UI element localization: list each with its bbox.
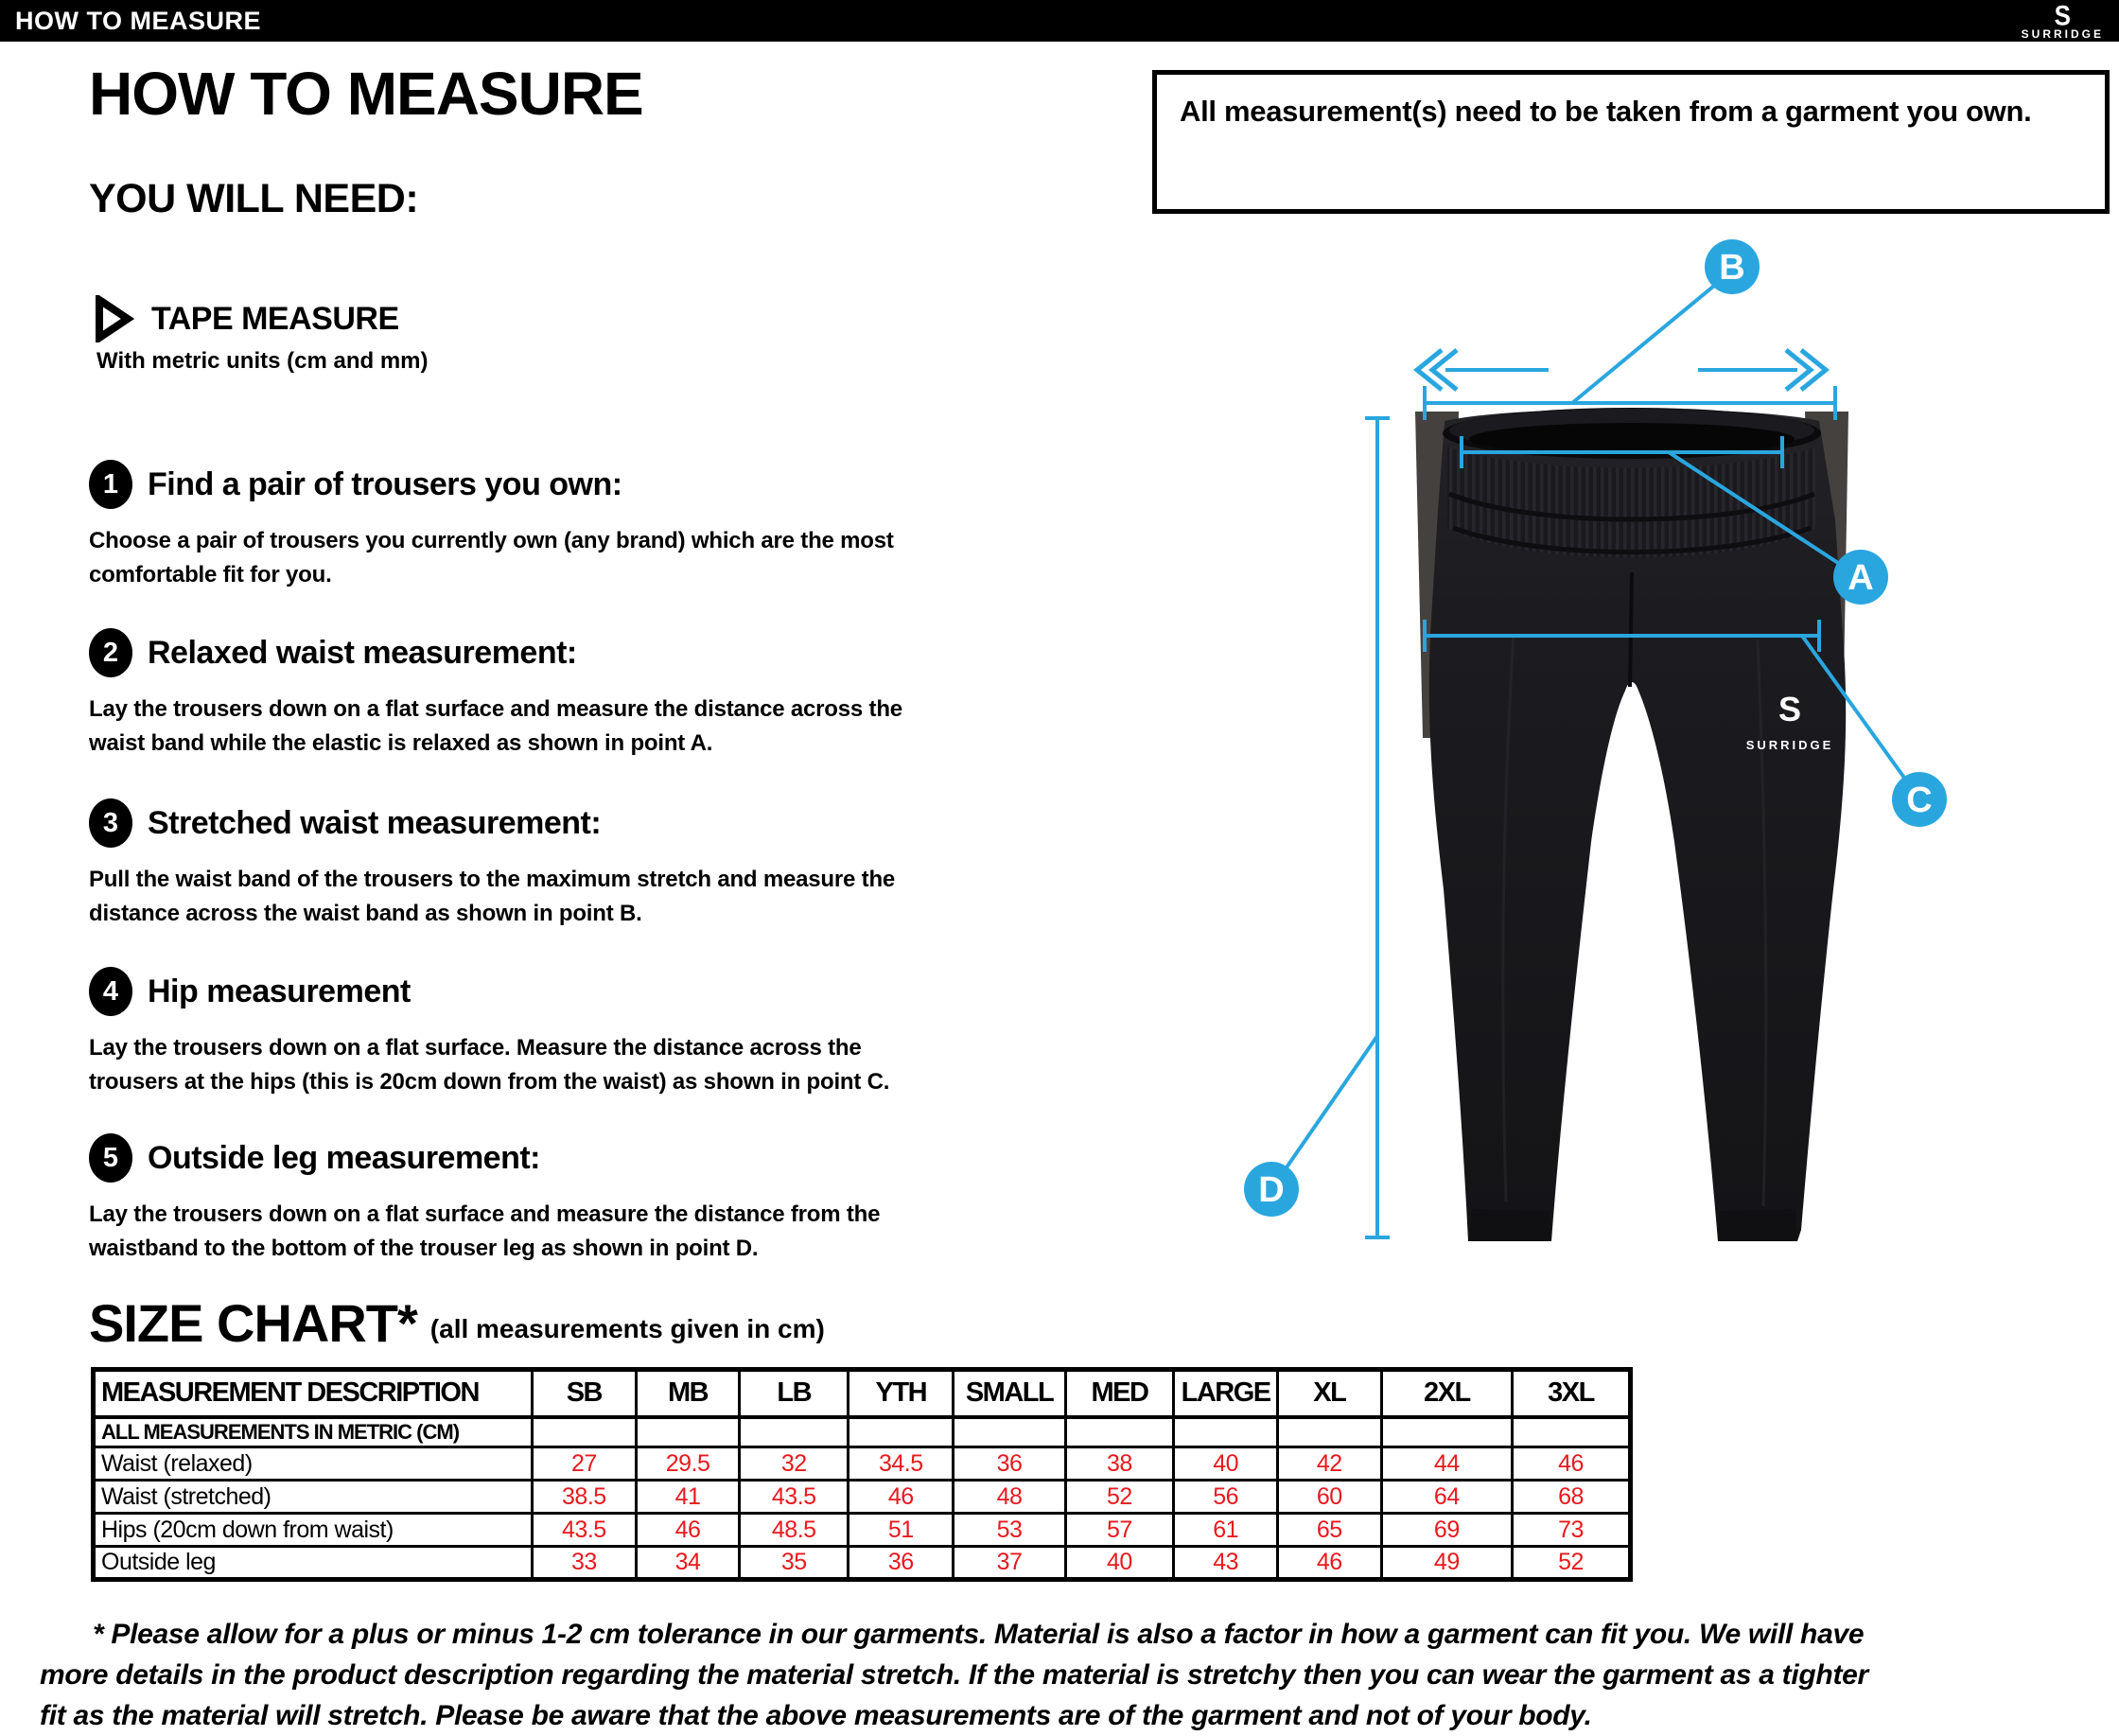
col-header-mb: MB <box>636 1370 740 1417</box>
row-label: Outside leg <box>94 1547 533 1580</box>
step-1-body: Choose a pair of trousers you currently own (any brand) which are the most comfortable fit for you. <box>89 528 894 587</box>
marker-d-letter: D <box>1258 1170 1285 1210</box>
cell-value: 43 <box>1174 1547 1278 1580</box>
cell-value: 42 <box>1277 1447 1381 1481</box>
cell-value: 34 <box>636 1547 740 1580</box>
cuff-right <box>1718 1209 1797 1241</box>
step-3-title: Stretched waist measurement: <box>148 804 602 841</box>
cell-value: 46 <box>1277 1547 1381 1580</box>
cell-value: 46 <box>849 1481 954 1514</box>
cell-value: 48 <box>954 1481 1065 1514</box>
size-chart-subtitle: (all measurements given in cm) <box>429 1314 825 1343</box>
cell-value: 53 <box>954 1514 1065 1547</box>
cell-value: 73 <box>1513 1514 1631 1547</box>
topbar-title: HOW TO MEASURE <box>15 6 262 35</box>
waist-opening-interior <box>1469 423 1795 455</box>
pointer-line-b <box>1572 286 1714 403</box>
empty-cell <box>1277 1417 1381 1447</box>
cell-value: 41 <box>636 1481 740 1514</box>
cell-value: 65 <box>1277 1514 1381 1547</box>
table-metric-row <box>94 1417 1631 1447</box>
step-4-body: Lay the trousers down on a flat surface. Measure the distance across the trousers at the hips (this is 20cm down from the waist) as shown in point C. <box>89 1035 890 1095</box>
tape-measure-icon <box>93 295 134 342</box>
step-2-head <box>89 628 940 677</box>
cell-value: 37 <box>954 1547 1065 1580</box>
cell-value: 48.5 <box>740 1514 849 1547</box>
cell-value: 46 <box>1513 1447 1631 1481</box>
cell-value: 69 <box>1381 1514 1512 1547</box>
surridge-wordmark: SURRIDGE <box>2021 26 2104 41</box>
size-chart-table-wrap <box>91 1367 1633 1582</box>
empty-cell <box>1174 1417 1278 1447</box>
empty-cell <box>954 1417 1065 1447</box>
cell-value: 51 <box>849 1514 954 1547</box>
step-5-head <box>89 1133 940 1183</box>
footnote: * Please allow for a plus or minus 1-2 cm tolerance in our garments. Material is also a factor in how a garment can fit you. We will have more details in the product description regarding the material stretch. If the material is stretchy then you can wear the garment as a tighter fit as the material will stretch. Please be aware that the above measurements are of the garment and not of your body. <box>40 1619 1868 1731</box>
step-1-head <box>89 460 940 509</box>
col-header-yth: YTH <box>849 1370 954 1417</box>
garment-logo-wordmark: SURRIDGE <box>1745 738 1834 752</box>
cell-value: 60 <box>1277 1481 1381 1514</box>
step-1 <box>89 460 940 592</box>
cell-value: 56 <box>1174 1481 1278 1514</box>
step-4-head <box>89 967 940 1016</box>
table-row-waist-stretched <box>94 1481 1631 1514</box>
step-1-number-badge: 1 <box>89 460 132 509</box>
garment-logo-s-icon: S <box>1778 690 1802 728</box>
surridge-logo <box>2021 0 2104 41</box>
empty-cell <box>740 1417 849 1447</box>
cell-value: 46 <box>636 1514 740 1547</box>
step-4 <box>89 967 940 1099</box>
col-header-sb: SB <box>533 1370 637 1417</box>
trousers-measurement-diagram <box>1230 227 2119 1268</box>
col-header-small: SMALL <box>954 1370 1065 1417</box>
step-2-title: Relaxed waist measurement: <box>148 634 577 671</box>
step-2 <box>89 628 940 761</box>
cell-value: 32 <box>740 1447 849 1481</box>
cell-value: 40 <box>1174 1447 1278 1481</box>
cell-value: 35 <box>740 1547 849 1580</box>
col-header-large: LARGE <box>1174 1370 1278 1417</box>
step-2-number-badge: 2 <box>89 628 132 677</box>
step-4-title: Hip measurement <box>148 973 411 1009</box>
step-2-body: Lay the trousers down on a flat surface and measure the distance across the waist band while the elastic is relaxed as shown in point A. <box>89 696 902 756</box>
step-5-title: Outside leg measurement: <box>148 1139 541 1176</box>
step-3-body: Pull the waist band of the trousers to the maximum stretch and measure the distance across the waist band as shown in point B. <box>89 867 896 926</box>
col-header-xl: XL <box>1277 1370 1381 1417</box>
table-row-waist-relaxed <box>94 1447 1631 1481</box>
cell-value: 44 <box>1381 1447 1512 1481</box>
cell-value: 61 <box>1174 1514 1278 1547</box>
cell-value: 29.5 <box>636 1447 740 1481</box>
step-3-head <box>89 798 940 848</box>
step-1-title: Find a pair of trousers you own: <box>148 465 622 502</box>
top-bar <box>0 0 2119 42</box>
step-4-number-badge: 4 <box>89 967 132 1016</box>
empty-cell <box>636 1417 740 1447</box>
empty-cell <box>1065 1417 1174 1447</box>
size-chart-heading <box>89 1292 825 1354</box>
cell-value: 64 <box>1381 1481 1512 1514</box>
table-header-row <box>94 1370 1631 1417</box>
cell-value: 52 <box>1065 1481 1174 1514</box>
empty-cell <box>1513 1417 1631 1447</box>
step-5-body: Lay the trousers down on a flat surface and measure the distance from the waistband to the bottom of the trouser leg as shown in point D. <box>89 1201 881 1261</box>
col-header-3xl: 3XL <box>1513 1370 1631 1417</box>
col-header-2xl: 2XL <box>1381 1370 1512 1417</box>
cell-value: 43.5 <box>740 1481 849 1514</box>
pointer-line-d <box>1287 1036 1377 1167</box>
row-label: Waist (stretched) <box>94 1481 533 1514</box>
cuff-left <box>1468 1209 1551 1241</box>
you-will-need-heading: YOU WILL NEED: <box>89 176 419 221</box>
size-chart-title: SIZE CHART* <box>89 1293 417 1353</box>
row-label: Hips (20cm down from waist) <box>94 1514 533 1547</box>
cell-value: 33 <box>533 1547 637 1580</box>
cell-value: 49 <box>1381 1547 1512 1580</box>
marker-a-letter: A <box>1848 558 1874 598</box>
step-3-number-badge: 3 <box>89 798 132 848</box>
notice-box: All measurement(s) need to be taken from a garment you own. <box>1152 70 2110 214</box>
page-title: HOW TO MEASURE <box>89 60 643 128</box>
size-chart-table <box>91 1367 1633 1582</box>
marker-b-letter: B <box>1719 248 1745 288</box>
cell-value: 36 <box>849 1547 954 1580</box>
tape-measure-description: With metric units (cm and mm) <box>96 348 429 374</box>
metric-note-cell: ALL MEASUREMENTS IN METRIC (CM) <box>94 1417 533 1447</box>
table-row-hips <box>94 1514 1631 1547</box>
col-header-description: MEASUREMENT DESCRIPTION <box>94 1370 533 1417</box>
cell-value: 27 <box>533 1447 637 1481</box>
cell-value: 38 <box>1065 1447 1174 1481</box>
tape-measure-label: TAPE MEASURE <box>151 300 399 337</box>
surridge-s-icon: S <box>2054 0 2071 31</box>
tape-measure-row <box>93 295 399 342</box>
cell-value: 40 <box>1065 1547 1174 1580</box>
row-label: Waist (relaxed) <box>94 1447 533 1481</box>
cell-value: 68 <box>1513 1481 1631 1514</box>
empty-cell <box>849 1417 954 1447</box>
step-5-number-badge: 5 <box>89 1133 132 1183</box>
col-header-med: MED <box>1065 1370 1174 1417</box>
cell-value: 36 <box>954 1447 1065 1481</box>
empty-cell <box>533 1417 637 1447</box>
trousers-illustration <box>1415 408 1848 1241</box>
empty-cell <box>1381 1417 1512 1447</box>
cell-value: 38.5 <box>533 1481 637 1514</box>
cell-value: 34.5 <box>849 1447 954 1481</box>
cell-value: 57 <box>1065 1514 1174 1547</box>
cell-value: 43.5 <box>533 1514 637 1547</box>
step-3 <box>89 798 940 931</box>
marker-c-letter: C <box>1906 780 1933 820</box>
cell-value: 52 <box>1513 1547 1631 1580</box>
col-header-lb: LB <box>740 1370 849 1417</box>
center-seam <box>1630 572 1632 687</box>
table-row-outside-leg <box>94 1547 1631 1580</box>
step-5 <box>89 1133 940 1266</box>
